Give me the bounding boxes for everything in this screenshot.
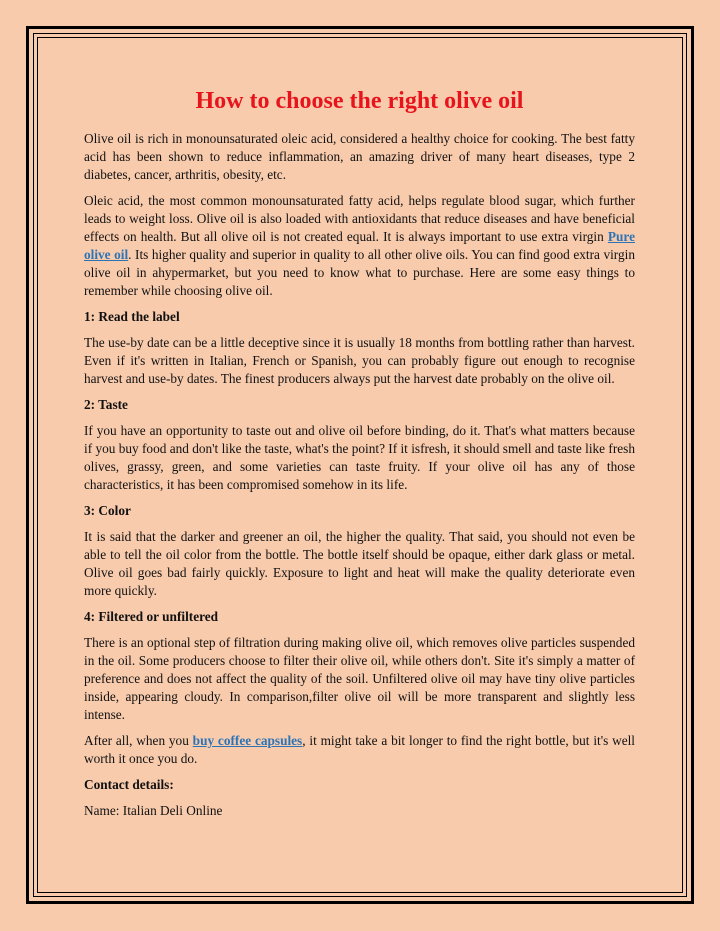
section-text-color: It is said that the darker and greener an oil, the higher the quality. That said, you should not even be able to tell the oil color from the bottle. The bottle itself should be opaque, either dark glass or metal. Olive oil goes bad fairly quickly. Exposure to light and heat will make the quality deteriorate even more quickly. [84,529,635,598]
contact-name: Name: Italian Deli Online [84,803,223,818]
document-body [84,86,635,828]
section-text-taste: If you have an opportunity to taste out and olive oil before binding, do it. That's what matters because if you buy food and don't like the taste, what's the point? If it isfresh, it should smell and taste like fresh olives, grassy, green, and some varieties can taste fruity. If your olive oil has any of those characteristics, it has been compromised somehow in its life. [84,423,635,492]
buy-coffee-capsules-link[interactable]: buy coffee capsules [192,733,303,748]
oleic-text-before: Oleic acid, the most common monounsaturated fatty acid, helps regulate blood sugar, which further leads to weight loss. Olive oil is also loaded with antioxidants that reduce diseases and have beneficial effects on health. But all olive oil is not created equal. It is always important to use extra virgin [84,193,635,244]
closing-text-after: , it might take a bit longer to find the right bottle, but it's well worth it once you do. [84,733,635,766]
intro-paragraph: Olive oil is rich in monounsaturated oleic acid, considered a healthy choice for cooking. The best fatty acid has been shown to reduce inflammation, an amazing driver of many heart diseases, type 2 diabetes, cancer, arthritis, obesity, etc. [84,131,635,182]
section-text-label: The use-by date can be a little deceptive since it is usually 18 months from bottling rather than harvest. Even if it's written in Italian, French or Spanish, you can probably figure out enough to recognise harvest and use-by dates. The finest producers always put the harvest date probably on the olive oil. [84,335,635,386]
closing-text-before: After all, when you [84,733,193,748]
oleic-text-after: . Its higher quality and superior in quality to all other olive oils. You can find good extra virgin olive oil in ahypermarket, but you need to know what to purchase. Here are some easy things to remember while choosing olive oil. [84,247,635,298]
section-heading-label: 1: Read the label [84,309,180,324]
section-heading-filtered: 4: Filtered or unfiltered [84,609,219,624]
closing-paragraph [84,732,635,768]
page-title: How to choose the right olive oil [195,88,524,114]
contact-heading: Contact details: [84,777,174,792]
section-text-filtered: There is an optional step of filtration during making olive oil, which removes olive particles suspended in the oil. Some producers choose to filter their olive oil, while others don't. Site it's simply a matter of preference and does not affect the quality of the soil. Unfiltered olive oil may have tiny olive particles inside, appearing cloudy. In comparison,filter olive oil will be more transparent and slightly less intense. [84,635,635,722]
pure-olive-oil-link[interactable]: Pure olive oil [84,229,635,262]
section-heading-color: 3: Color [84,503,131,518]
section-heading-taste: 2: Taste [84,397,128,412]
oleic-acid-paragraph [84,192,635,300]
